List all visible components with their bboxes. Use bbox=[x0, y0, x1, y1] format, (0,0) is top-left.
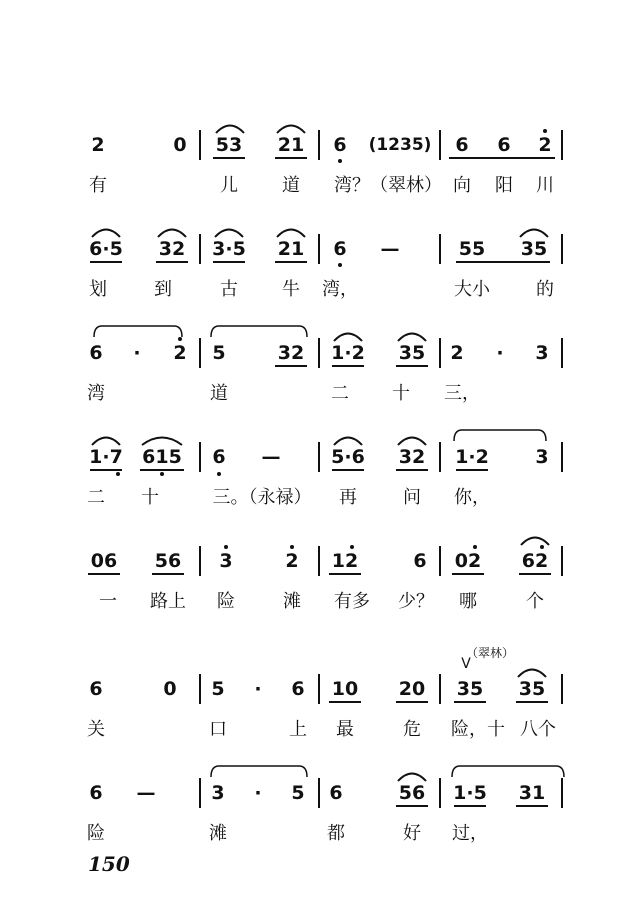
lyric: 好 bbox=[403, 823, 421, 844]
note: 62 bbox=[521, 550, 549, 572]
lyrics-line bbox=[0, 536, 640, 626]
lyric: 阳 bbox=[495, 175, 513, 196]
note: 5 bbox=[291, 782, 305, 804]
note: 32 bbox=[158, 238, 186, 260]
note: 12 bbox=[331, 550, 359, 572]
note: 31 bbox=[518, 782, 546, 804]
lyric: 你， bbox=[454, 487, 490, 508]
lyric: 牛 bbox=[282, 279, 300, 300]
note: — bbox=[380, 238, 400, 260]
note: 6 bbox=[455, 134, 469, 156]
role-annotation: （翠林） bbox=[465, 646, 515, 660]
system-1 bbox=[0, 120, 640, 210]
note: 55 bbox=[458, 238, 486, 260]
note: 6 bbox=[89, 342, 103, 364]
lyric: 上 bbox=[289, 719, 307, 740]
note: — bbox=[136, 782, 156, 804]
page-number: 150 bbox=[88, 852, 130, 876]
lyric: 十 bbox=[141, 487, 159, 508]
note: 3 bbox=[535, 342, 549, 364]
lyric: 过， bbox=[452, 823, 488, 844]
note: 3 bbox=[211, 782, 225, 804]
lyric: 都 bbox=[327, 823, 345, 844]
system-6 bbox=[0, 646, 640, 754]
note: 2 bbox=[450, 342, 464, 364]
lyric: 二 bbox=[87, 487, 105, 508]
note: 1·7 bbox=[89, 446, 123, 468]
lyric: 到 bbox=[154, 279, 172, 300]
system-2 bbox=[0, 224, 640, 314]
lyric: 最 bbox=[336, 719, 354, 740]
lyric: 十 bbox=[392, 383, 410, 404]
note: 6 bbox=[333, 134, 347, 156]
lyric: 一 bbox=[99, 591, 117, 612]
note: 5 bbox=[212, 342, 226, 364]
lyric: 有多 bbox=[334, 591, 370, 612]
lyrics-line bbox=[0, 120, 640, 210]
note: 02 bbox=[454, 550, 482, 572]
system-5 bbox=[0, 536, 640, 626]
lyric: 滩 bbox=[283, 591, 301, 612]
lyric: 滩 bbox=[209, 823, 227, 844]
lyric: 险 bbox=[87, 823, 105, 844]
lyric: 道 bbox=[282, 175, 300, 196]
note: 21 bbox=[277, 238, 305, 260]
note: 56 bbox=[398, 782, 426, 804]
note: 1·2 bbox=[331, 342, 365, 364]
lyric: 川 bbox=[536, 175, 554, 196]
note: 21 bbox=[277, 134, 305, 156]
note: 10 bbox=[331, 678, 359, 700]
note: 6 bbox=[497, 134, 511, 156]
note: 6 bbox=[333, 238, 347, 260]
lyric: 三。（永禄） bbox=[212, 487, 312, 508]
note: 35 bbox=[398, 342, 426, 364]
lyric: 向 bbox=[453, 175, 471, 196]
note: 2 bbox=[538, 134, 552, 156]
lyric: 路上 bbox=[150, 591, 186, 612]
lyric: 有 bbox=[89, 175, 107, 196]
note: 615 bbox=[142, 446, 182, 468]
note: · bbox=[496, 342, 504, 364]
lyric: 儿 bbox=[220, 175, 238, 196]
lyrics-line bbox=[0, 328, 640, 418]
note: 3 bbox=[535, 446, 549, 468]
note: 5·6 bbox=[331, 446, 365, 468]
note: 6 bbox=[291, 678, 305, 700]
note: 32 bbox=[277, 342, 305, 364]
note: (1235) bbox=[368, 135, 432, 155]
lyric: 问 bbox=[403, 487, 421, 508]
lyric: 关 bbox=[87, 719, 105, 740]
note: 0 bbox=[173, 134, 187, 156]
note: 6·5 bbox=[89, 238, 123, 260]
system-7 bbox=[0, 768, 640, 858]
note: 56 bbox=[154, 550, 182, 572]
note: 20 bbox=[398, 678, 426, 700]
lyric: 险，十 bbox=[451, 719, 505, 740]
system-3 bbox=[0, 328, 640, 418]
note: 35 bbox=[456, 678, 484, 700]
note: 2 bbox=[173, 342, 187, 364]
note: 2 bbox=[91, 134, 105, 156]
lyric: 划 bbox=[89, 279, 107, 300]
note: 6 bbox=[329, 782, 343, 804]
note: 1·5 bbox=[453, 782, 487, 804]
lyric: 再 bbox=[339, 487, 357, 508]
lyrics-line bbox=[0, 224, 640, 314]
note: 5 bbox=[211, 678, 225, 700]
lyric: 古 bbox=[220, 279, 238, 300]
lyric: 口 bbox=[209, 719, 227, 740]
note: · bbox=[254, 782, 262, 804]
lyric: 湾， bbox=[322, 279, 358, 300]
lyric: 二 bbox=[331, 383, 349, 404]
lyric: 个 bbox=[526, 591, 544, 612]
note: 3 bbox=[219, 550, 233, 572]
breath-mark: V bbox=[461, 656, 471, 672]
lyric: 湾 bbox=[87, 383, 105, 404]
lyric: 险 bbox=[217, 591, 235, 612]
lyric: 少？ bbox=[398, 591, 434, 612]
lyric: 哪 bbox=[459, 591, 477, 612]
note: — bbox=[261, 446, 281, 468]
lyric: 三， bbox=[444, 383, 480, 404]
note: 6 bbox=[413, 550, 427, 572]
system-4 bbox=[0, 432, 640, 522]
lyric: 危 bbox=[403, 719, 421, 740]
lyrics-line bbox=[0, 768, 640, 858]
lyric: 八个 bbox=[520, 719, 556, 740]
note: 3·5 bbox=[212, 238, 246, 260]
note: 35 bbox=[518, 678, 546, 700]
note: 2 bbox=[285, 550, 299, 572]
note: · bbox=[133, 342, 141, 364]
note: 53 bbox=[215, 134, 243, 156]
lyrics-line bbox=[0, 664, 640, 754]
lyric: 的 bbox=[536, 279, 554, 300]
note: · bbox=[254, 678, 262, 700]
note: 35 bbox=[520, 238, 548, 260]
note: 1·2 bbox=[455, 446, 489, 468]
lyric: 道 bbox=[210, 383, 228, 404]
note: 6 bbox=[89, 678, 103, 700]
note: 06 bbox=[90, 550, 118, 572]
lyrics-line bbox=[0, 432, 640, 522]
note: 6 bbox=[212, 446, 226, 468]
lyric: 湾？（翠林） bbox=[334, 175, 442, 196]
note: 6 bbox=[89, 782, 103, 804]
lyric: 大小 bbox=[454, 279, 490, 300]
note: 32 bbox=[398, 446, 426, 468]
note: 0 bbox=[163, 678, 177, 700]
